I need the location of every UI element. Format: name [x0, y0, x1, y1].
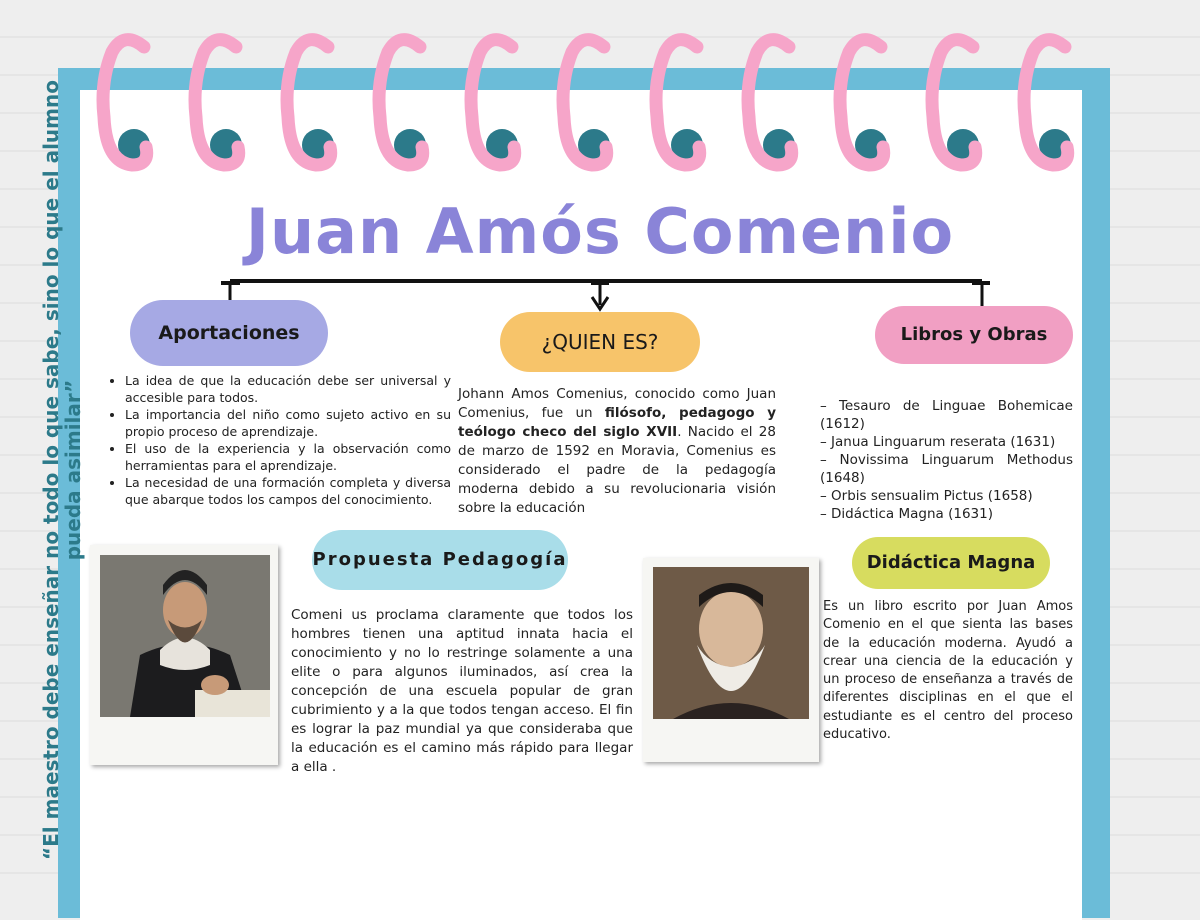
- list-item: – Novissima Linguarum Methodus (1648): [820, 452, 1073, 486]
- list-item: – Orbis sensualim Pictus (1658): [820, 488, 1033, 504]
- didactica-text: Es un libro escrito por Juan Amos Comenio en el que sienta las bases de la educación moderna. Ayudó a crear una ciencia de la educación y un proceso de enseñanza a través de diferentes disciplinas en el que el estudiante es el centro del proceso educativo.: [823, 599, 1073, 743]
- pill-didactica: [852, 537, 1050, 589]
- quien-text-bold: filósofo, pedagogo y teólogo checo del siglo XVII: [458, 405, 776, 440]
- pill-libros-label: Libros y Obras: [900, 324, 1048, 345]
- quien-text-part: . Nacido el 28 de marzo de 1592 en Moravia, Comenius es considerado el padre de la pedagogía moderna debido a su revolucionaria visión sobre la educación: [458, 424, 776, 516]
- pill-aportaciones-label: Aportaciones: [158, 322, 300, 344]
- photo-comenius-2: [643, 558, 819, 762]
- pill-aportaciones: [130, 300, 328, 366]
- arrow-quien: [591, 281, 609, 309]
- pill-quien-label: ¿QUIEN ES?: [541, 330, 659, 354]
- list-item: – Didáctica Magna (1631): [820, 506, 993, 522]
- pill-quien-es: [500, 312, 700, 372]
- side-quote: “El maestro debe enseñar no todo lo que sabe, sino lo que el alumno pueda asimilar”: [39, 80, 85, 860]
- portrait-comenius-writing: [100, 555, 270, 717]
- list-item: • La necesidad de una formación completa y diversa que abarque todos los campos del conocimiento.: [125, 474, 451, 508]
- libros-list: [820, 397, 1073, 523]
- pill-propuesta-label: Propuesta Pedagogía: [312, 549, 568, 570]
- list-item: • El uso de la experiencia y la observación como herramientas para el aprendizaje.: [125, 440, 451, 474]
- quien-es-text: [458, 385, 776, 518]
- list-item: – Tesauro de Linguae Bohemicae (1612): [820, 398, 1073, 432]
- list-item: • La importancia del niño como sujeto activo en su propio proceso de aprendizaje.: [125, 406, 451, 440]
- page-title: Juan Amós Comenio: [245, 195, 955, 268]
- list-item: – Janua Linguarum reserata (1631): [820, 434, 1056, 450]
- portrait-comenius-elder: [653, 567, 809, 719]
- pill-propuesta: [312, 530, 568, 590]
- list-item: • La idea de que la educación debe ser universal y accesible para todos.: [125, 372, 451, 406]
- photo-comenius-1: [90, 545, 278, 765]
- aportaciones-list: [108, 372, 451, 508]
- quien-text-part: Johann Amos Comenius, conocido como Juan Comenius, fue un: [458, 386, 776, 421]
- pill-libros-obras: [875, 306, 1073, 364]
- pill-didactica-label: Didáctica Magna: [866, 552, 1036, 573]
- propuesta-text: Comeni us proclama claramente que todos los hombres tienen una aptitud innata hacia el conocimiento y no lo restringe solamente a una elite o para algunos iluminados, así crea la concepción de una escuela popular de gran cubrimiento y a la que todos tengan acceso. El fin es lograr la paz mundial ya que consideraba que la educación es el camino más rápido para llegar a ella .: [291, 607, 633, 775]
